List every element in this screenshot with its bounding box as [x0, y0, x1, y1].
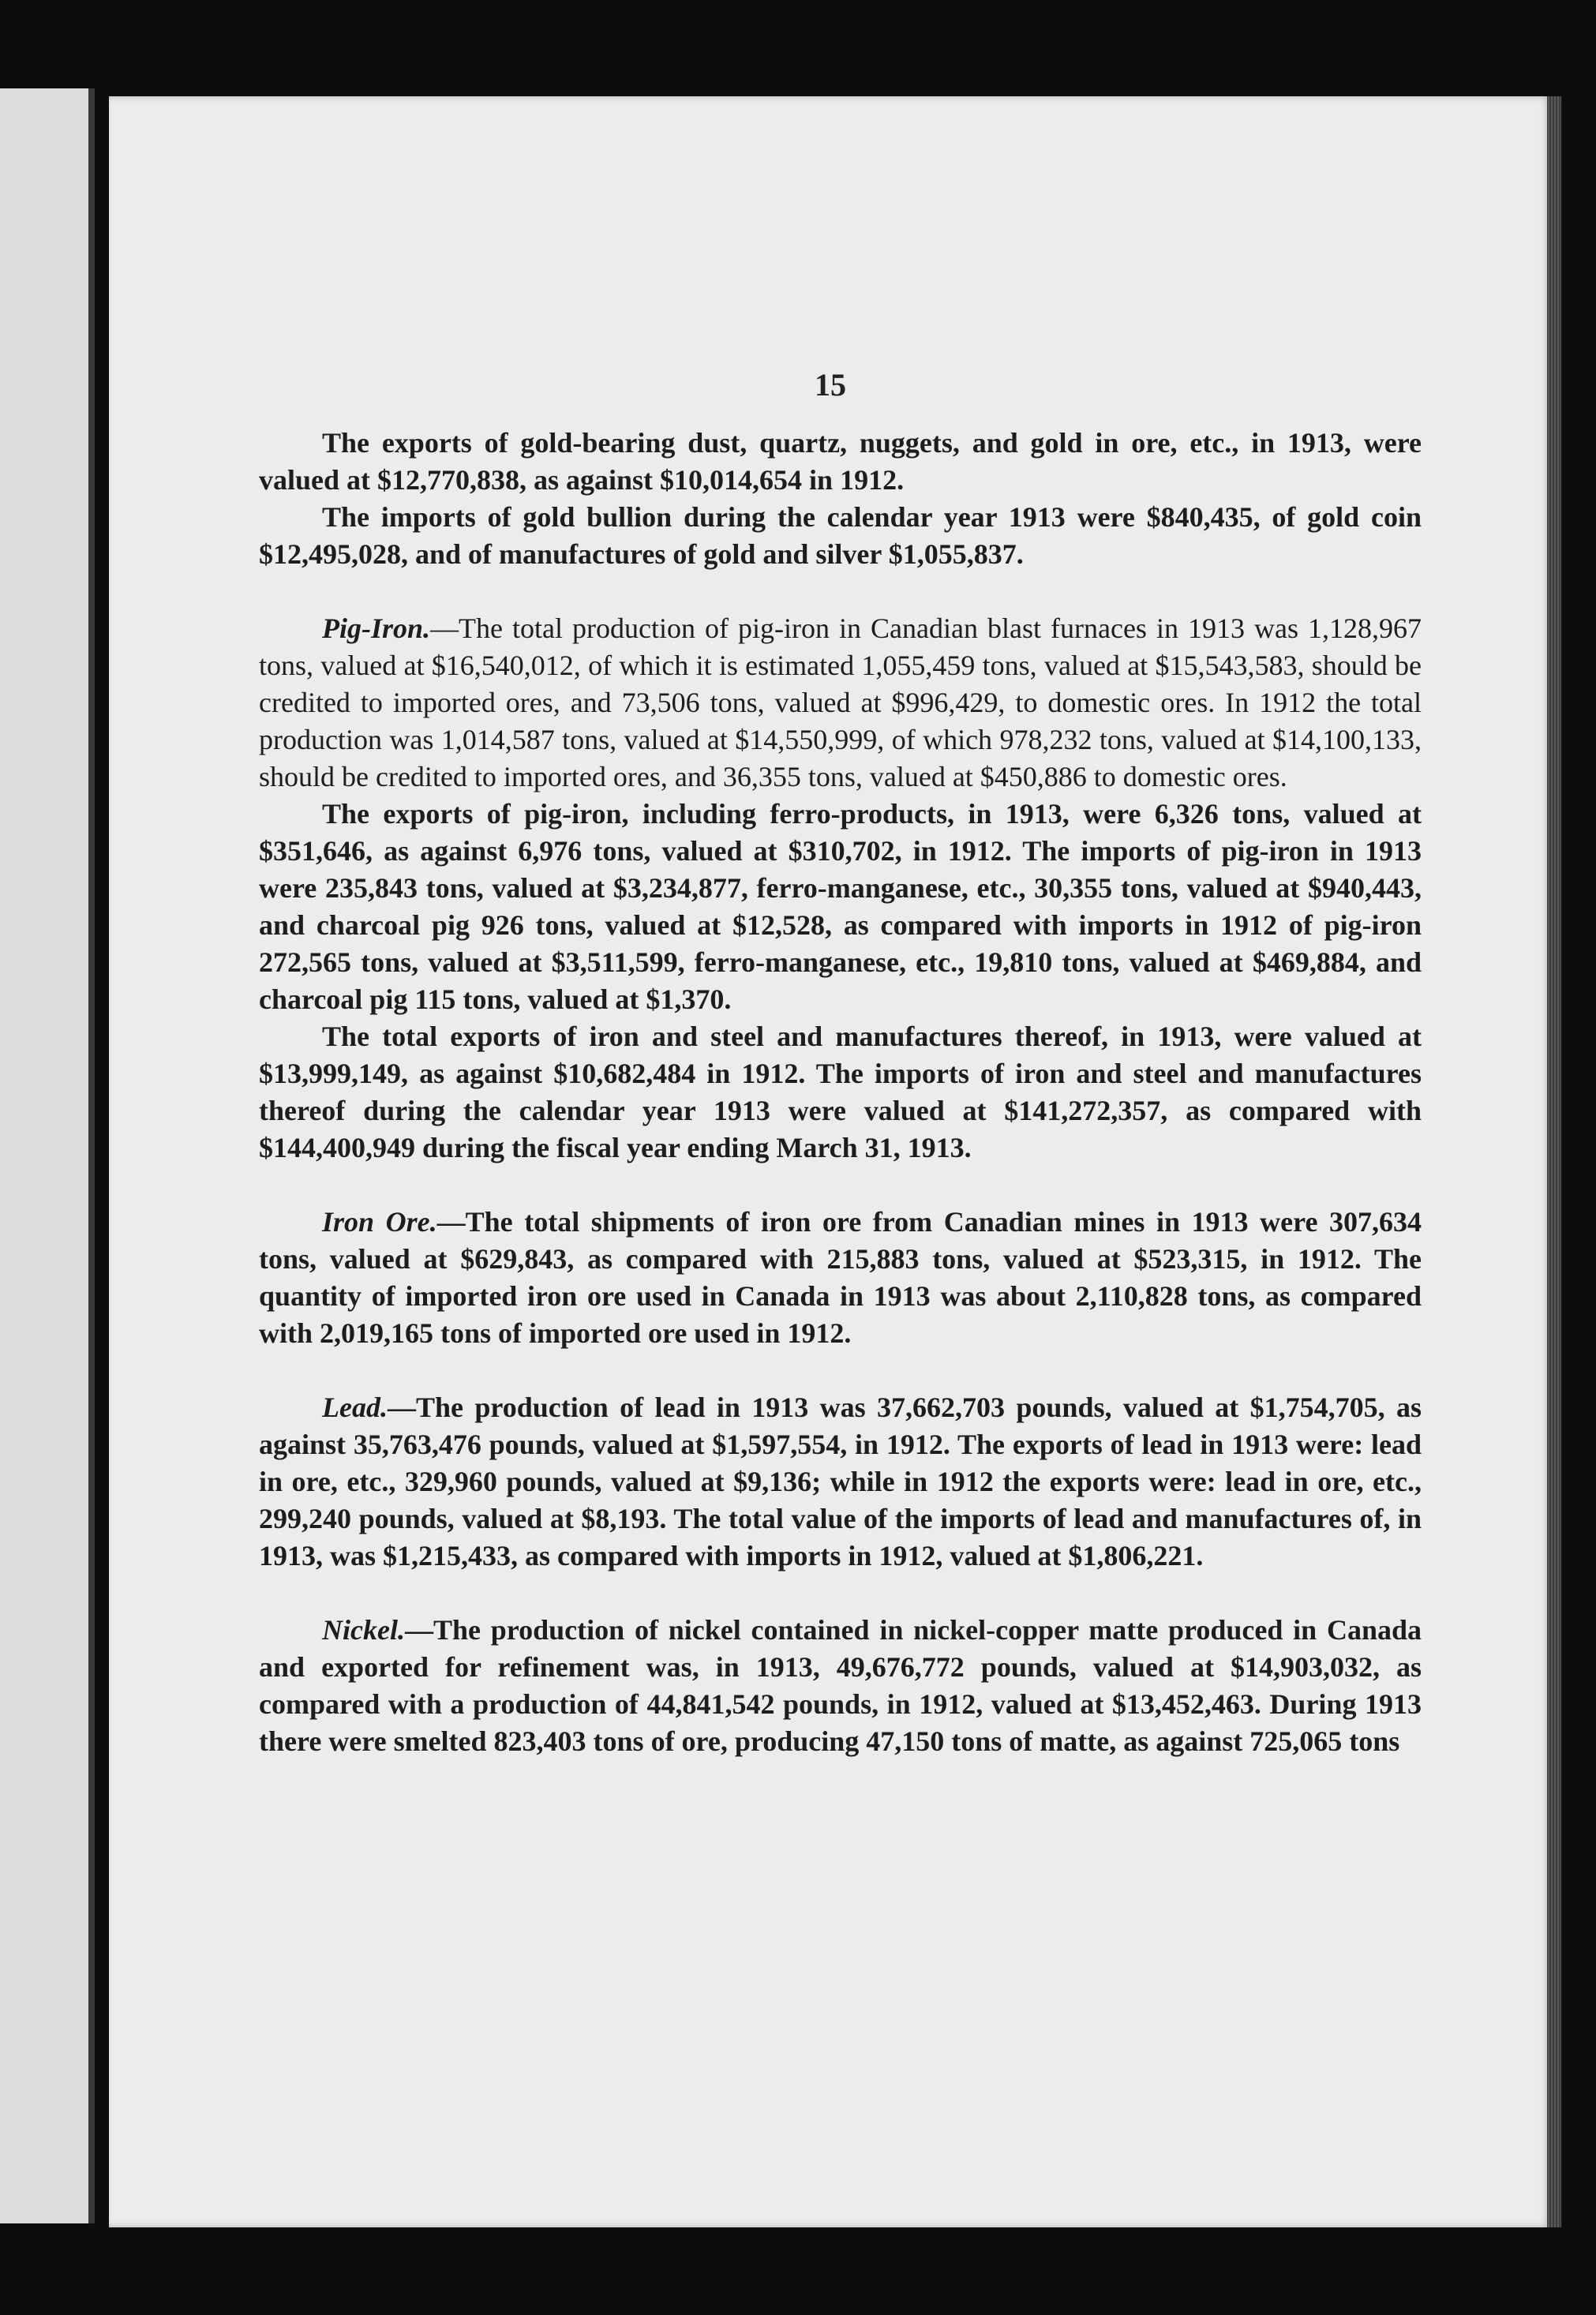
- paragraph-lead: [259, 1389, 1422, 1575]
- page-body: [259, 425, 1422, 1760]
- paragraph-text: The exports of gold-bearing dust, quartz, nuggets, and gold in ore, etc., in 1913, were valued at $12,770,838, as against $10,014,654 in 1912.: [259, 427, 1422, 496]
- paragraph-text: The exports of pig-iron, including ferro-products, in 1913, were 6,326 tons, valued at $351,646, as against 6,976 tons, valued at $310,702, in 1912. The imports of pig-iron in 1913 were 235,843 tons, valued at $3,234,877, ferro-manganese, etc., 30,355 tons, valued at $940,443, and charcoal pig 926 tons, valued at $12,528, as compared with imports in 1912 of pig-iron 272,565 tons, valued at $3,511,599, ferro-manganese, etc., 19,810 tons, valued at $469,884, and charcoal pig 115 tons, valued at $1,370.: [259, 798, 1422, 1015]
- paragraph-text: The total exports of iron and steel and manufactures thereof, in 1913, were valued at $13,999,149, as against $10,682,484 in 1912. The imports of iron and steel and manufactures thereof during the calendar year 1913 were valued at $141,272,357, as compared with $144,400,949 during the fiscal year ending March 31, 1913.: [259, 1021, 1422, 1163]
- paragraph-text: —The total production of pig-iron in Canadian blast furnaces in 1913 was 1,128,967 tons, valued at $16,540,012, of which it is estimated 1,055,459 tons, valued at $15,543,583, should be credited to imported ores, and 73,506 tons, valued at $996,429, to domestic ores. In 1912 the total production was 1,014,587 tons, valued at $14,550,999, of which 978,232 tons, valued at $14,100,133, should be credited to imported ores, and 36,355 tons, valued at $450,886 to domestic ores.: [259, 612, 1422, 792]
- paragraph-gold-imports: [259, 499, 1422, 573]
- section-heading-lead: Lead.: [322, 1392, 388, 1423]
- paragraph-text: —The total shipments of iron ore from Canadian mines in 1913 were 307,634 tons, valued at $629,843, as compared with 215,883 tons, valued at $523,315, in 1912. The quantity of imported iron ore used in Canada in 1913 was about 2,110,828 tons, as compared with 2,019,165 tons of imported ore used in 1912.: [259, 1206, 1422, 1349]
- paragraph-nickel: [259, 1612, 1422, 1760]
- page-number: 15: [815, 367, 846, 403]
- section-heading-nickel: Nickel.: [322, 1614, 405, 1646]
- page-right-edge: [1547, 96, 1561, 2227]
- paragraph-pig-iron-exports: [259, 796, 1422, 1018]
- paragraph-iron-ore: [259, 1204, 1422, 1352]
- paragraph-pig-iron: [259, 610, 1422, 796]
- document-page: [109, 96, 1552, 2227]
- paragraph-gold-exports: [259, 425, 1422, 499]
- paragraph-iron-steel-totals: [259, 1018, 1422, 1167]
- paragraph-text: —The production of lead in 1913 was 37,662,703 pounds, valued at $1,754,705, as against 35,763,476 pounds, valued at $1,597,554, in 1912. The exports of lead in 1913 were: lead in ore, etc., 329,960 pounds, valued at $9,136; while in 1912 the exports were: lead in ore, etc., 299,240 pounds, valued at $8,193. The total value of the imports of lead and manufactures of, in 1913, was $1,215,433, as compared with imports in 1912, valued at $1,806,221.: [259, 1392, 1422, 1571]
- left-page-edge: [0, 88, 93, 2223]
- left-page-shadow: [88, 88, 95, 2223]
- section-heading-pig-iron: Pig-Iron.: [322, 612, 431, 644]
- paragraph-text: —The production of nickel contained in nickel-copper matte produced in Canada and exported for refinement was, in 1913, 49,676,772 pounds, valued at $14,903,032, as compared with a production of 44,841,542 pounds, in 1912, valued at $13,452,463. During 1913 there were smelted 823,403 tons of ore, producing 47,150 tons of matte, as against 725,065 tons: [259, 1614, 1422, 1757]
- section-heading-iron-ore: Iron Ore.: [322, 1206, 437, 1238]
- paragraph-text: The imports of gold bullion during the calendar year 1913 were $840,435, of gold coin $12,495,028, and of manufactures of gold and silver $1,055,837.: [259, 501, 1422, 570]
